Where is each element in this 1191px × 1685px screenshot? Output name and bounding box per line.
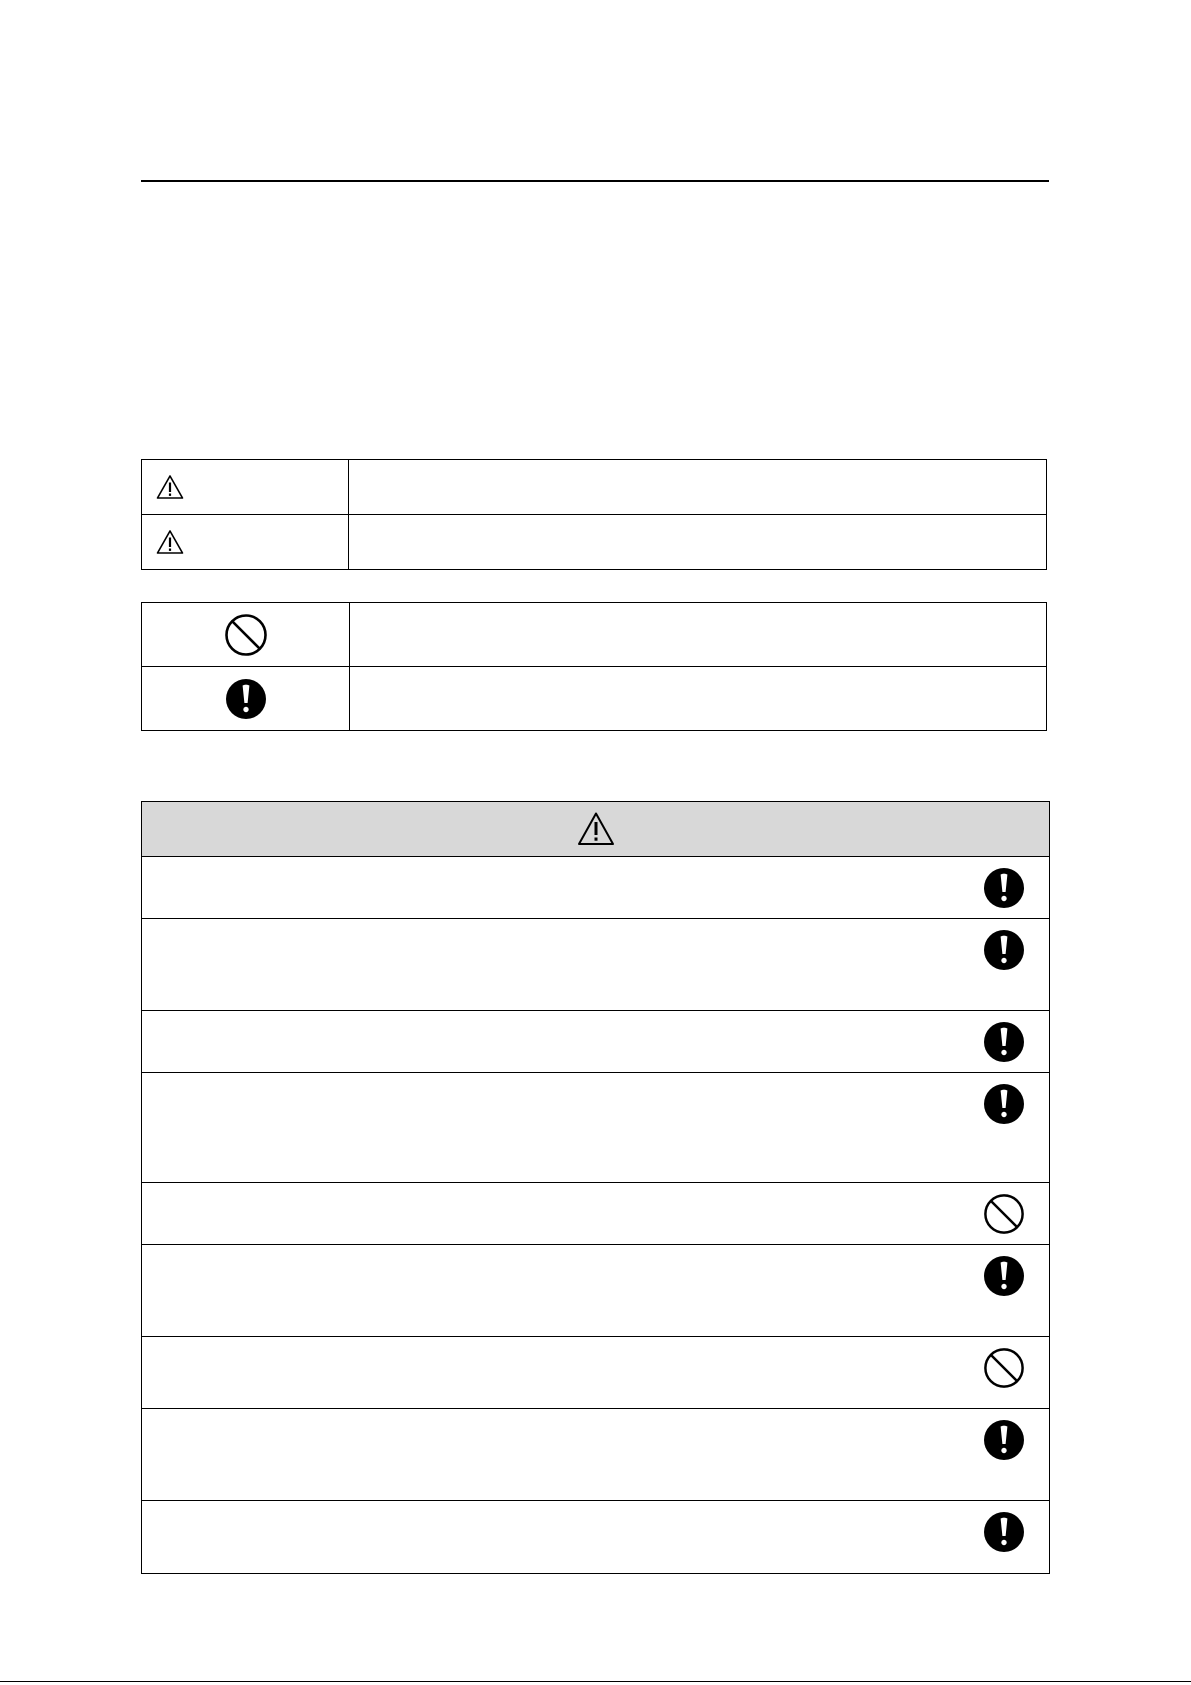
warning-triangle-icon [156,474,184,500]
symbol-row [142,667,1047,731]
top-rule [141,180,1049,182]
signal-description [349,515,1047,570]
warning-row [142,1011,1050,1073]
warning-cell [142,1073,1050,1183]
warning-row [142,919,1050,1011]
warning-triangle-icon [156,529,184,555]
symbol-description [350,603,1047,667]
mandatory-action-icon [983,1419,1025,1461]
signal-row [142,515,1047,570]
warnings-table [141,801,1050,1574]
warning-cell [142,1337,1050,1409]
mandatory-action-icon [225,678,267,720]
warning-triangle-icon [577,811,615,847]
warning-row [142,1183,1050,1245]
symbol-row [142,603,1047,667]
warning-cell [142,1409,1050,1501]
warning-cell [142,1501,1050,1574]
mandatory-action-icon [983,929,1025,971]
warning-row [142,857,1050,919]
warning-row [142,1245,1050,1337]
warning-row [142,1409,1050,1501]
warning-row [142,1501,1050,1574]
prohibition-icon [983,1193,1025,1235]
mandatory-action-icon [983,1255,1025,1297]
prohibition-icon [983,1347,1025,1389]
prohibition-icon [224,613,268,657]
warnings-header [142,802,1050,857]
warning-cell [142,1245,1050,1337]
warning-cell [142,857,1050,919]
mandatory-action-icon [983,1511,1025,1553]
signal-icon-cell [142,460,349,515]
warning-cell [142,919,1050,1011]
signal-description [349,460,1047,515]
signal-row [142,460,1047,515]
symbol-icon-cell [142,667,350,731]
warning-cell [142,1183,1050,1245]
symbol-legend-table [141,602,1047,731]
mandatory-action-icon [983,867,1025,909]
symbol-icon-cell [142,603,350,667]
mandatory-action-icon [983,1021,1025,1063]
mandatory-action-icon [983,1083,1025,1125]
symbol-description [350,667,1047,731]
bottom-rule [0,1681,1191,1682]
warning-row [142,1073,1050,1183]
warning-cell [142,1011,1050,1073]
warnings-header-row [142,802,1050,857]
warning-row [142,1337,1050,1409]
signal-word-table [141,459,1047,570]
signal-icon-cell [142,515,349,570]
